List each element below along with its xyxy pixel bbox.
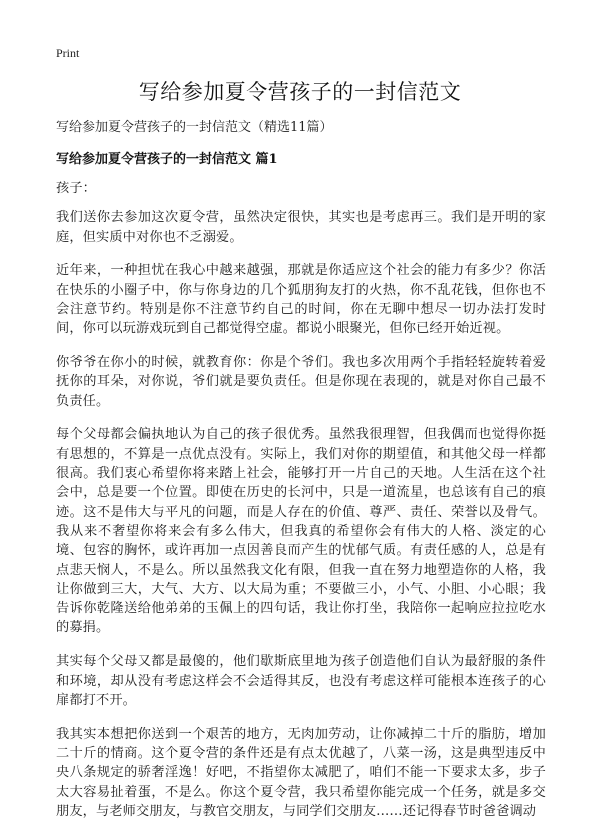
paragraph: 你爷爷在你小的时候，就教育你：你是个爷们。我也多次用两个手指轻轻旋转着爱抚你的耳朵，对你说，爷们就是要负责任。但是你现在表现的，就是对你自己最不负责任。 [56,355,546,409]
greeting: 孩子： [56,181,97,196]
paragraph: 我们送你去参加这次夏令营，虽然决定很快，其实也是考虑再三。我们是开明的家庭，但实质中对你也不乏溺爱。 [56,210,546,245]
article-body [56,179,546,836]
paragraph: 近年来，一种担忧在我心中越来越强，那就是你适应这个社会的能力有多少？你活在快乐的小圈子中，你与你身边的几个狐朋狗友打的火热，你不乱花钱，但你也不会注意节约。特别是你不注意节约自己的时间，你在无聊中想尽一切办法打发时间，你可以玩游戏玩到自己都觉得空虚。都说小眼聚光，但你已经开始近视。 [56,263,546,337]
paragraph: 其实每个父母又都是最傻的，他们歇斯底里地为孩子创造他们自认为最舒服的条件和环境，却从没有考虑这样会不会适得其反，也没有考虑这样可能根本连孩子的心扉都打不开。 [56,654,546,708]
paragraph: 每个父母都会偏执地认为自己的孩子很优秀。虽然我很理智，但我偶而也觉得你挺有思想的，不算是一点优点没有。实际上，我们对你的期望值，和其他父母一样都很高。我们衷心希望你将来踏上社会，能够打开一片自己的天地。人生活在这个社会中，总是要一个位置。即使在历史的长河中，只是一道流星，也总该有自己的痕迹。这不是伟大与平凡的问题，而是人存在的价值、尊严、责任、荣誉以及骨气。我从来不奢望你将来会有多么伟大，但我真的希望你会有伟大的人格、淡定的心境、包容的胸怀，或许再加一点因善良而产生的忧郁气质。有责任感的人，总是有点悲天悯人，不是么。所以虽然我文化有限，但我一直在努力地塑造你的人格，我让你做到三大，大气、大方、以大局为重；不要做三小，小气、小胆、小心眼；我告诉你乾隆送给他弟弟的玉佩上的四句话，我让你打坐，我陪你一起响应拉拉吃水的募捐。 [56,427,546,636]
section-heading: 写给参加夏令营孩子的一封信范文 篇1 [56,152,278,167]
paragraph: 我其实本想把你送到一个艰苦的地方，无肉加劳动，让你减掉二十斤的脂肪，增加二十斤的情商。这个夏令营的条件还是有点太优越了，八菜一汤，这是典型违反中央八条规定的骄奢淫逸！好吧，不指望你太减肥了，咱们不能一下要求太多，步子太大容易扯着蛋，不是么。你这个夏令营，我只希望你能完成一个任务，就是多交朋友，与老师交朋友，与教官交朋友，与同学们交朋友……还记得春节时爸爸调动 [56,726,546,819]
page-subtitle: 写给参加夏令营孩子的一封信范文（精选11篇） [56,120,333,135]
print-link[interactable]: Print [56,46,80,60]
page-title: 写给参加夏令营孩子的一封信范文 [138,80,462,104]
